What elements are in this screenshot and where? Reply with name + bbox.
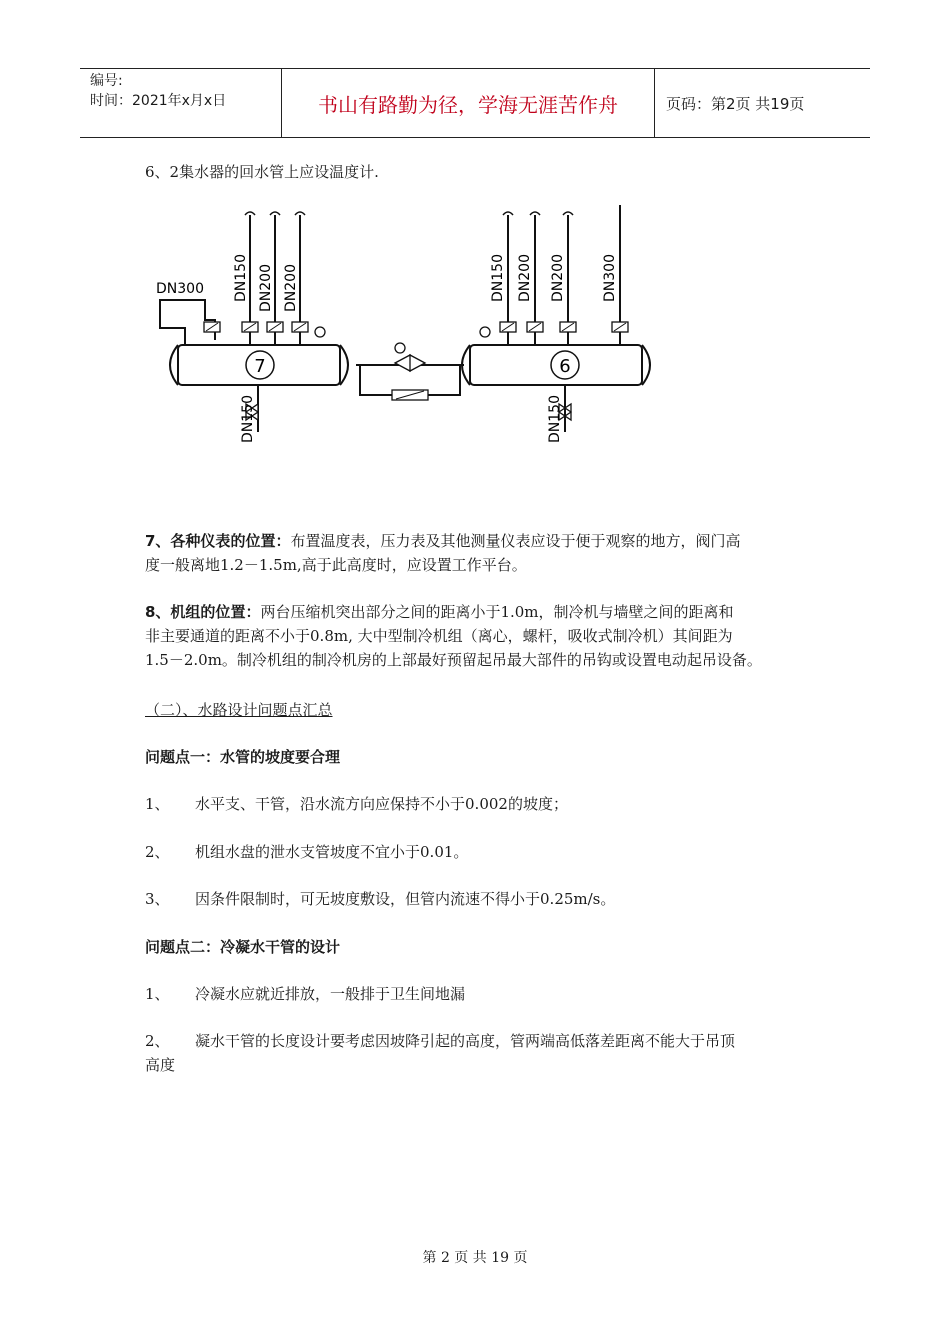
left-side-label: DN300: [156, 281, 204, 297]
right-top-label-1: DN150: [490, 254, 506, 302]
problem-1-item-1: [145, 792, 815, 816]
item-number: 2、: [145, 843, 170, 861]
item-8-line1: 两台压缩机突出部分之间的距离小于1.0m，制冷机与墙壁之间的距离和: [260, 603, 734, 621]
left-top-label-2: DN200: [258, 264, 274, 312]
problem-2-item-1: [145, 982, 815, 1006]
time-label: 时间：2021年x月x日: [90, 93, 227, 109]
left-bottom-label: DN150: [240, 395, 256, 443]
item-7: [145, 529, 815, 577]
right-top-label-2: DN200: [517, 254, 533, 302]
item-7-line1: 布置温度表，压力表及其他测量仪表应设于便于观察的地方，阀门高: [290, 532, 741, 550]
problem-1-item-3: [145, 887, 815, 911]
item-text: 水平支、干管，沿水流方向应保持不小于0.002的坡度；: [195, 795, 568, 813]
problem-2-title: 问题点二：冷凝水干管的设计: [145, 938, 341, 956]
right-bottom-label: DN150: [547, 395, 563, 443]
item-number: 2、: [145, 1032, 170, 1050]
item-number: 3、: [145, 890, 170, 908]
left-top-label-3: DN200: [283, 264, 299, 312]
left-collector-number: 7: [254, 356, 266, 377]
problem-2-item-2: [145, 1029, 815, 1077]
header-page-number: 页码：第2页 共19页: [666, 94, 805, 113]
header-meta: [80, 69, 282, 137]
right-top-label-4: DN300: [602, 254, 618, 302]
item-6-text: 6、2集水器的回水管上应设温度计.: [145, 163, 379, 181]
collector-diagram: [140, 200, 680, 450]
item-7-title: 7、各种仪表的位置：: [145, 532, 291, 550]
item-text: 因条件限制时，可无坡度敷设，但管内流速不得小于0.25m/s。: [195, 890, 616, 908]
item-number: 1、: [145, 795, 170, 813]
item-number: 1、: [145, 985, 170, 1003]
section-title: （二）、水路设计问题点汇总: [145, 701, 333, 719]
item-text: 凝水干管的长度设计要考虑因坡降引起的高度，管两端高低落差距离不能大于吊顶: [195, 1032, 736, 1050]
item-8-title: 8、机组的位置：: [145, 603, 261, 621]
right-collector-number: 6: [559, 356, 571, 377]
code-label: 编号:: [90, 73, 123, 89]
item-continuation: 高度: [145, 1056, 176, 1074]
page-header: [80, 68, 870, 138]
page-footer: 第 2 页 共 19 页: [422, 1250, 528, 1266]
problem-1-title: 问题点一：水管的坡度要合理: [145, 748, 341, 766]
right-top-label-3: DN200: [550, 254, 566, 302]
header-motto: 书山有路勤为径，学海无涯苦作舟: [282, 69, 655, 137]
left-top-label-1: DN150: [233, 254, 249, 302]
item-text: 冷凝水应就近排放，一般排于卫生间地漏: [195, 985, 466, 1003]
item-7-line2: 度一般离地1.2－1.5m,高于此高度时，应设置工作平台。: [145, 556, 527, 574]
item-text: 机组水盘的泄水支管坡度不宜小于0.01。: [195, 843, 469, 861]
item-8: [145, 600, 815, 672]
item-8-line3: 1.5－2.0m。制冷机组的制冷机房的上部最好预留起吊最大部件的吊钩或设置电动起吊设备。: [145, 651, 762, 669]
problem-1-item-2: [145, 840, 815, 864]
item-8-line2: 非主要通道的距离不小于0.8m, 大中型制冷机组（离心，螺杆，吸收式制冷机）其间距为: [145, 627, 733, 645]
